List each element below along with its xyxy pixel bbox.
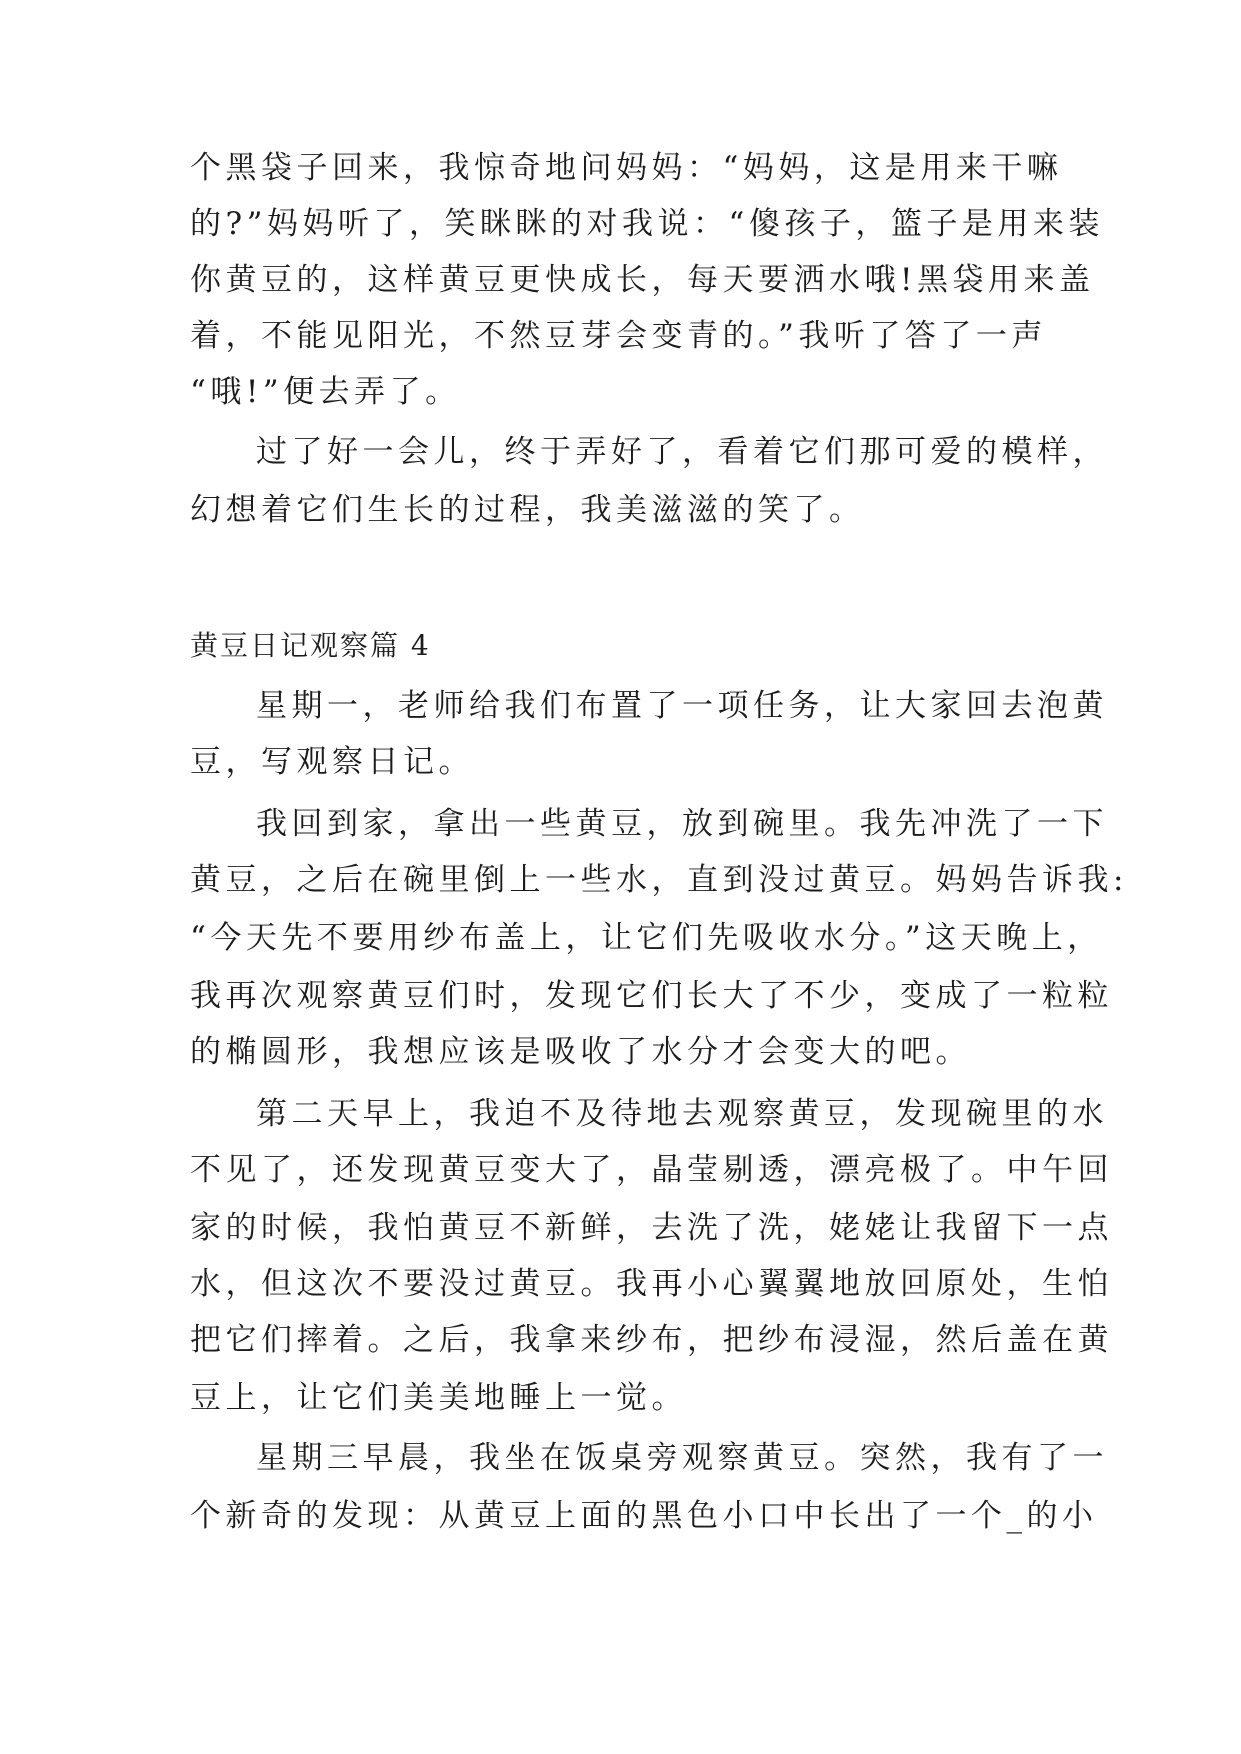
- paragraph-line: 水，但这次不要没过黄豆。我再小心翼翼地放回原处，生怕: [190, 1266, 1113, 1302]
- paragraph-line: 个黑袋子回来，我惊奇地问妈妈：“妈妈，这是用来干嘛: [190, 150, 1063, 186]
- paragraph-line: 豆，写观察日记。: [190, 744, 474, 780]
- paragraph-line: 幻想着它们生长的过程，我美滋滋的笑了。: [190, 492, 865, 528]
- paragraph-line: 你黄豆的，这样黄豆更快成长，每天要洒水哦!黑袋用来盖: [190, 262, 1095, 298]
- paragraph-line: “哦!”便去弄了。: [190, 374, 461, 410]
- paragraph-line: 个新奇的发现：从黄豆上面的黑色小口中长出了一个_的小: [190, 1498, 1098, 1534]
- section-heading: 黄豆日记观察篇 4: [190, 629, 431, 662]
- paragraph-line: 把它们摔着。之后，我拿来纱布，把纱布浸湿，然后盖在黄: [190, 1322, 1113, 1358]
- paragraph-line: 着，不能见阳光，不然豆芽会变青的。”我听了答了一声: [190, 318, 1047, 354]
- paragraph-line: 过了好一会儿，终于弄好了，看着它们那可爱的模样，: [256, 434, 1108, 470]
- paragraph-line: 黄豆，之后在碗里倒上一些水，直到没过黄豆。妈妈告诉我:: [190, 862, 1128, 898]
- paragraph-line: 我回到家，拿出一些黄豆，放到碗里。我先冲洗了一下: [256, 806, 1108, 842]
- paragraph-line: 我再次观察黄豆们时，发现它们长大了不少，变成了一粒粒: [190, 978, 1113, 1014]
- paragraph-line: 星期一，老师给我们布置了一项任务，让大家回去泡黄: [256, 688, 1108, 724]
- paragraph-line: 的椭圆形，我想应该是吸收了水分才会变大的吧。: [190, 1034, 971, 1070]
- paragraph-line: 第二天早上，我迫不及待地去观察黄豆，发现碗里的水: [256, 1096, 1108, 1132]
- paragraph-line: 豆上，让它们美美地睡上一觉。: [190, 1380, 687, 1416]
- paragraph-line: 家的时候，我怕黄豆不新鲜，去洗了洗，姥姥让我留下一点: [190, 1210, 1113, 1246]
- paragraph-line: 不见了，还发现黄豆变大了，晶莹剔透，漂亮极了。中午回: [190, 1152, 1113, 1188]
- paragraph-line: 星期三早晨，我坐在饭桌旁观察黄豆。突然，我有了一: [256, 1440, 1108, 1476]
- paragraph-line: 的?”妈妈听了，笑眯眯的对我说：“傻孩子，篮子是用来装: [190, 206, 1104, 242]
- paragraph-line: “今天先不要用纱布盖上，让它们先吸收水分。”这天晚上，: [190, 920, 1103, 956]
